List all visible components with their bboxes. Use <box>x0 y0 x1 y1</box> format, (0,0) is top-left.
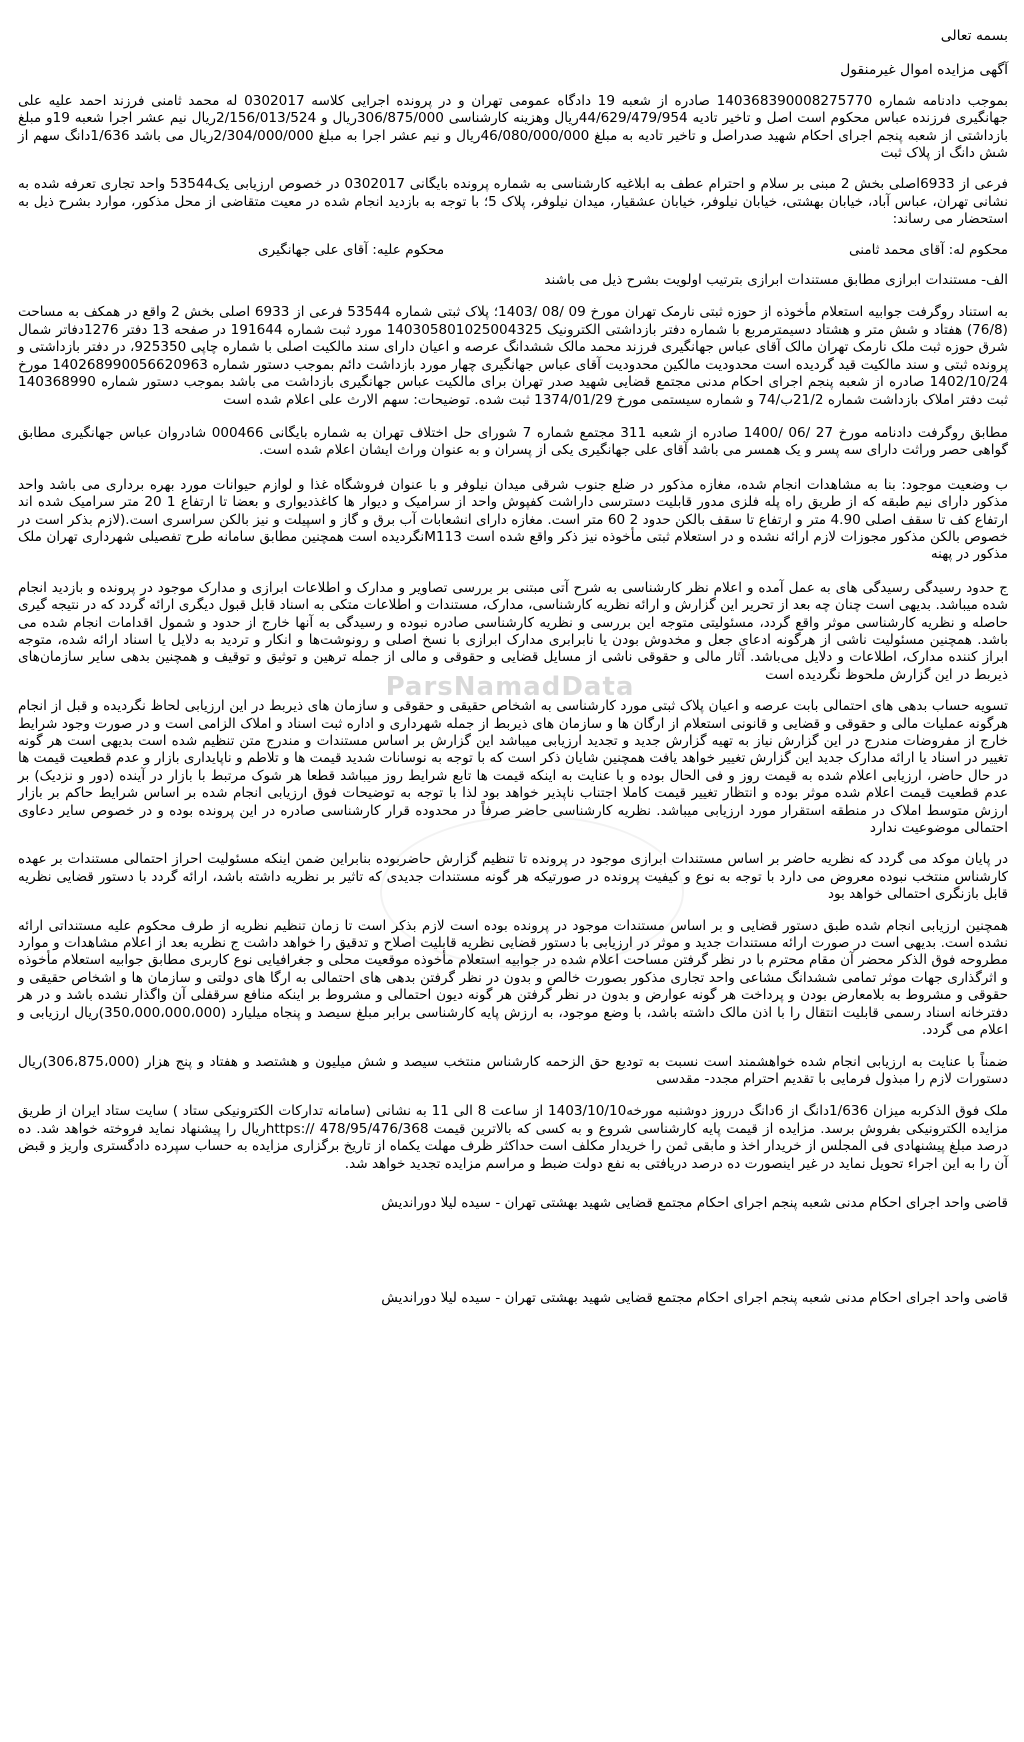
section-c-paragraph: ج حدود رسیدگی رسیدگی های به عمل آمده و اعلام نظر کارشناسی به شرح آتی مبتنی بر بررسی تصاویر و مدارک و اطلاعات ابرازی و مدارک موجود در پرونده و بازدید انجام شده میباشد. بدیهی است چنان چه بعد از تحریر این گزارش و ارائه نظریه کارشناسی، مدارک، مستندات و اطلاعات متکی به اسناد قابل قبول دیگری ارائه گردد که در نتیجه گیری حاصله و نظریه کارشناسی موثر واقع گردد، مسئولیتی متوجه این بررسی و نظریه کارشناسی صادره نبوده و رسیدگی به آنها خارج از حدود و شمول اقدامات انجام شده می باشد. همچنین مسئولیت ناشی از هرگونه ادعای جعل و مخدوش بودن یا نابرابری مدارک ابرازی با نسخ اصلی و رونوشت‌ها و انکار و تردید به دلایل یا اسناد ارائه شده، متوجه ابراز کننده مدارک، اطلاعات و دلایل می‌باشد. آثار مالی و حقوقی ناشی از مسایل قضایی و حقوقی و مالی از جمله ترهین و توثیق و توقیف و همچنین بدهی سایر سازمان‌های ذیربط در این گزارش ملحوظ نگردیده است <box>18 579 1008 683</box>
doc-title: آگهی مزایده اموال غیرمنقول <box>840 62 1008 79</box>
signature-line-1: قاضی واحد اجرای احکام مدنی شعبه پنجم اجرای احکام مجتمع قضایی شهید بهشتی تهران - سیده لیلا دوراندیش <box>381 1194 1008 1211</box>
debtor-label: محکوم علیه: آقای علی جهانگیری <box>258 241 445 258</box>
watermark-text: ParsNamadData <box>385 672 635 702</box>
signature-line-2: قاضی واحد اجرای احکام مدنی شعبه پنجم اجرای احکام مجتمع قضایی شهید بهشتی تهران - سیده لیلا دوراندیش <box>381 1290 1008 1307</box>
fee-paragraph: ضمناً با عنایت به ارزیابی انجام شده خواهشمند است نسبت به تودیع حق الزحمه کارشناس منتخب سیصد و شش میلیون و هشتصد و هفتاد و پنج هزار (306،875،000)ریال دستورات لازم را مبذول فرمایی با تقدیم احترام مجدد- مقدسی <box>18 1053 1008 1087</box>
intro-paragraph: بموجب دادنامه شماره 140368390008275770 صادره از شعبه 19 دادگاه عمومی تهران و در پرونده اجرایی کلاسه 0302017 له محمد ثامنی فرزند احمد علیه علی جهانگیری فرزنده عباس محکوم است اصل و تاخیر تادیه 44/629/479/954ریال وهزینه کارشناسی 306/875/000ریال و 2/156/013/524ریال نیم عشر اجرا شعبه 19و مبلغ بازداشتی از شعبه پنجم اجرای احکام شهید صدراصل و تاخیر تادیه به مبلغ 46/080/000/000ریال و نیم عشر اجرا به مبلغ 2/304/000/000ریال می باشد 1/636دانگ سهم از شش دانگ از پلاک ثبت <box>18 92 1009 162</box>
doc-heading: بسمه تعالی <box>940 28 1008 44</box>
auction-notice-document <box>18 28 1008 1308</box>
creditor-label: محکوم له: آقای محمد ثامنی <box>848 241 1008 258</box>
subject-paragraph: فرعی از 6933اصلی بخش 2 مبنی بر سلام و احترام عطف به ابلاغیه کارشناسی به شماره پرونده بایگانی 0302017 در خصوص ارزیابی یک53544 واحد تجاری تعرفه شده به نشانی تهران، عباس آباد، خیابان بهشتی، خیابان نیلوفر، خیابان عشقیار، میدان نیلوفر، پلاک 5؛ با توجه به بازدید انجام شده در معیت متقاضی از محل مذکور، موارد بشرح ذیل به استحضار می رساند: <box>18 176 1009 228</box>
section-a-title: الف- مستندات ابرازی مطابق مستندات ابرازی بترتیب اولویت بشرح ذیل می باشند <box>544 272 1008 289</box>
inheritance-paragraph: مطابق روگرفت دادنامه مورخ 27 /06 /1400 صادره از شعبه 311 مجتمع شماره 7 شورای حل اختلاف تهران به شماره بایگانی 000466 شادروان عباس جهانگیری مطابق گواهی حصر وراثت دارای سه پسر و یک همسر می باشد آقای علی جهانگیری یکی از پسران و به عنوان وراث ایشان اعلام شده است. <box>18 424 1008 459</box>
conclusion-paragraph: در پایان موکد می گردد که نظریه حاضر بر اساس مستندات ابرازی موجود در پرونده تا تنظیم گزارش حاضربوده بنابراین ضمن اینکه مسئولیت احراز احتمالی مستندات بر عهده کارشناس منتخب نبوده معروض می دارد با توجه به نوع و کیفیت پرونده در صورتیکه هر گونه مستندات جدیدی که تاثیر بر نظریه داشته باشد، ارائه گردد با دستور قضایی نظریه قابل بازنگری احتمالی خواهد بود <box>18 851 1008 903</box>
auction-paragraph: ملک فوق الذکربه میزان 1/636دانگ از 6دانگ درروز دوشنبه مورخه1403/10/10 از ساعت 8 الی 11 به نشانی (سامانه تدارکات الکترونیکی ستاد ) سایت ستاد ایران از طریق مزایده الکترونیکی بفروش برسد. مزایده از قیمت پایه کارشناسی شروع و به کسی که بالاترین قیمت https:// 478/95/476/368ریال را پیشنهاد نماید فروخته خواهد شد. ده درصد مبلغ پیشنهادی فی المجلس از خریدار اخذ و مابقی ثمن را خریدار مکلف است حداکثر ظرف مهلت یکماه از تاریخ برگزاری مزایده به حساب سپرده دادگستری واریز و قبض آن را به این اجراء تحویل نماید در غیر اینصورت ده درصد دریافتی به نفع دولت ضبط و مراسم مزایده تجدید خواهد شد. <box>18 1103 1009 1172</box>
settlement-paragraph: تسویه حساب بدهی های احتمالی بابت عرصه و اعیان پلاک ثبتی مورد کارشناسی به اشخاص حقیقی و حقوقی و سازمان های ذیربط در این ارزیابی لحاظ نگردیده و قبل از انجام هرگونه عملیات مالی و حقوقی و قضایی و قانونی استعلام از ارگان ها و سازمان های ذیربط از جمله شهرداری و اداره ثبت اسناد و املاک الزامی است و در صورت وجود شرایط خارج از مفروضات مندرج در این گزارش نیاز به تهیه گزارش جدید و تجدید ارزیابی میباشد این گزارش بر اساس مستندات و مندرج متن تنظیم شده است بدیهی است هر گونه تغییر در اسناد یا ارائه مدارک جدید این گزارش تغییر خواهد یافت همچنین شایان ذکر است که با توجه به نوسانات شدید قیمت ها و تلاطم و ناپایداری بازار و عدم قطعیت قیمت ها در حال حاضر، ارزیابی اعلام شده به قیمت روز و فی الحال بوده و با عنایت به اینکه قیمت ها تابع شرایط روز میباشد قطعا هر شوک مرتبط با بازار در آینده (دور و نزدیک) بر عدم قطعیت قیمت اعلام شده موثر بوده و انتظار تغییر قیمت کاملا اجتناب ناپذیر خواهد بود لذا با توجه به توضیحات فوق ارزیابی انجام شده بر اساس شرایط حاکم بر بازار ارزش متوسط املاک در منطقه استقرار مورد ارزیابی میباشد. نظریه کارشناسی حاضر صرفاً در محدوده قرار کارشناسی صادره در این پرونده بوده و در خصوص سایر دعاوی احتمالی موضوعیت ندارد <box>18 698 1008 837</box>
valuation-paragraph: همچنین ارزیابی انجام شده طبق دستور قضایی و بر اساس مستندات موجود در پرونده بوده است لازم بذکر است تا زمان تنظیم نظریه از طرف محکوم علیه مستنداتی ارائه نشده است. بدیهی است در صورت ارائه مستندات جدید و موثر در ارزیابی با دستور قضایی نظریه قابلیت اصلاح و تدقیق را خواهد داشت ج نظریه بعد از اعلام مشاهدات و موارد مطروحه فوق الذکر محضر آن مقام محترم با در نظر گرفتن مساحت اعلام شده در جوابیه استعلام مأخوذه موقعیت محلی و جغرافیایی نوع کاربری مطابق جوابیه استعلام مأخوذه و اثرگذاری جهات موثر تمامی ششدانگ مشاعی واحد تجاری مذکور بصورت خالص و بدون در نظر گرفتن بدهی های احتمالی به ارگا های دولتی و سازمان ها و اشخاص حقیقی و حقوقی و مشروط به بلامعارض بودن و پرداخت هر گونه عوارض و بدون در نظر گرفتن هر گونه دیون احتمالی و مشروط بر اینکه منافع سرقفلی آن واگذار نشده باشد و در هر دفترخانه اسناد رسمی قابلیت انتقال را با اذن مالک داشته باشد، با وضع موجود، به ارزش پایه کارشناسی برابر مبلغ سیصد و پنجاه میلیارد (350،000،000،000)ریال ارزیابی و اعلام می گردد. <box>18 917 1008 1039</box>
section-a-body: به استناد روگرفت جوابیه استعلام مأخوذه از حوزه ثبتی نارمک تهران مورخ 09 /08 /1403؛ پلاک ثبتی شماره 53544 فرعی از 6933 اصلی بخش 2 واقع در همکف به مساحت (76/8) هفتاد و شش متر و هشتاد دسیمترمربع با شماره دفتر بازداشتی الکترونیک 140305801025004325 مورد ثبت شماره 191644 در صفحه 13 دفتر 1276دفاتر شمال شرق حوزه ثبت ملک نارمک تهران مالک آقای عباس جهانگیری فرزند محمد مالک ششدانگ عرصه و اعیان دارای سند مالکیت اصلی با شماره چاپی 925350، در دفتر بازداشتی و پرونده ثبتی و سند مالکیت قید گردیده است محدودیت مالکین محدودیت آقای عباس جهانگیری چهار مورد بازداشت دائم بموجب دستور شماره 140268990056620963 مورخ 1402/10/24 صادره از شعبه پنجم اجرای احکام مدنی مجتمع قضایی شهید صدر تهران برای مالکیت عباس جهانگیری بازداشت می باشد بموجب دستور شماره 140368990 ثبت دفتر املاک بازداشت شماره 21/2ب/74 و شماره سیستمی مورخ 1374/01/29 ثبت شده. توضیحات: سهم الارث علی اعلام شده است <box>18 304 1008 408</box>
section-b-paragraph: ب وضعیت موجود: بنا به مشاهدات انجام شده، مغازه مذکور در ضلع جنوب شرقی میدان نیلوفر و با عنوان فروشگاه غذا و لوازم حیوانات مورد بهره برداری می باشد واحد مذکور دارای نیم طبقه که از طریق راه پله فلزی مدور قابلیت دسترسی داراشت کفپوش واحد از سرامیک و دیوار ها کاغذدیواری و بعضا تا ارتفاع 1 20 متر سرامیک شده اند ارتفاع کف تا سقف اصلی 4.90 متر و ارتفاع تا سقف بالکن حدود 2 60 متر است. مغازه دارای انشعابات آب برق و گاز و اسپیلت و نیز بالکن سراسری است.(لازم بذکر است در خصوص بالکن مذکور مجوزات لازم ارائه نشده و در استعلام ثبتی مأخوذه نیز ذکر واقع شده است M113نگردیده است همچنین مطابق سامانه طرح تفصیلی شهرداری تهران ملک مذکور در پهنه <box>18 476 1008 563</box>
parties-row <box>18 242 1008 259</box>
